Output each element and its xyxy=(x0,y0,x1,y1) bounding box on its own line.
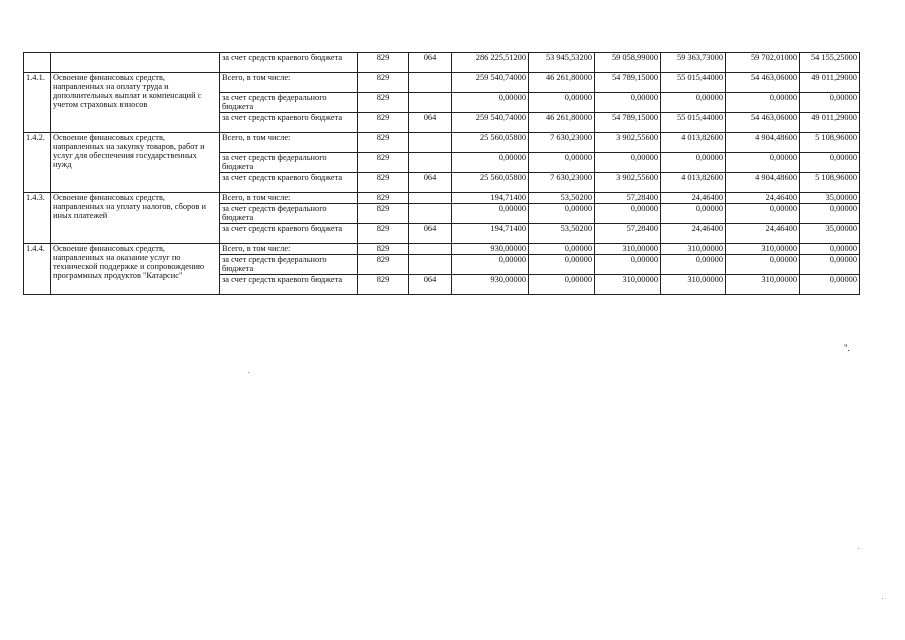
amount-cell: 7 630,23000 xyxy=(529,133,595,153)
amount-cell: 5 108,96000 xyxy=(800,133,860,153)
funding-source-cell: за счет средств федерального бюджета xyxy=(220,153,358,173)
amount-cell: 54 789,15000 xyxy=(595,73,661,93)
budget-code-cell: 064 xyxy=(409,53,452,73)
funding-source-cell: за счет средств федерального бюджета xyxy=(220,255,358,275)
amount-cell: 5 108,96000 xyxy=(800,173,860,193)
budget-code-cell: 064 xyxy=(409,224,452,244)
funding-source-cell: Всего, в том числе: xyxy=(220,73,358,93)
amount-cell: 46 261,80000 xyxy=(529,113,595,133)
amount-cell: 930,00000 xyxy=(452,244,529,255)
section-description-cell: Освоение финансовых средств, направленных на закупку товаров, работ и услуг для обеспечения государственных нужд xyxy=(51,133,220,193)
funding-source-cell: за счет средств краевого бюджета xyxy=(220,173,358,193)
closing-quote-mark: ". xyxy=(844,343,850,353)
budget-code-cell: 064 xyxy=(409,173,452,193)
amount-cell: 0,00000 xyxy=(452,204,529,224)
amount-cell: 53 945,53200 xyxy=(529,53,595,73)
amount-cell: 4 904,48600 xyxy=(726,133,800,153)
amount-cell: 310,00000 xyxy=(595,275,661,295)
amount-cell: 0,00000 xyxy=(595,204,661,224)
budget-code-cell xyxy=(409,193,452,204)
funding-source-cell: за счет средств краевого бюджета xyxy=(220,275,358,295)
section-description-cell: Освоение финансовых средств, направленных на уплату налогов, сборов и иных платежей xyxy=(51,193,220,244)
funding-source-cell: Всего, в том числе: xyxy=(220,193,358,204)
funding-source-cell: Всего, в том числе: xyxy=(220,133,358,153)
description-cell xyxy=(51,53,220,73)
amount-cell: 4 904,48600 xyxy=(726,173,800,193)
amount-cell: 0,00000 xyxy=(661,255,726,275)
amount-cell: 35,00000 xyxy=(800,224,860,244)
grbs-code-cell: 829 xyxy=(358,73,409,93)
amount-cell: 4 013,82600 xyxy=(661,173,726,193)
amount-cell: 35,00000 xyxy=(800,193,860,204)
budget-code-cell xyxy=(409,133,452,153)
amount-cell: 310,00000 xyxy=(595,244,661,255)
amount-cell: 310,00000 xyxy=(726,244,800,255)
section-index-cell: 1.4.4. xyxy=(24,244,51,295)
amount-cell: 0,00000 xyxy=(452,153,529,173)
grbs-code-cell: 829 xyxy=(358,244,409,255)
amount-cell: 55 015,44000 xyxy=(661,73,726,93)
amount-cell: 54 789,15000 xyxy=(595,113,661,133)
amount-cell: 49 011,29000 xyxy=(800,73,860,93)
table-row xyxy=(24,73,860,93)
amount-cell: 0,00000 xyxy=(661,93,726,113)
amount-cell: 0,00000 xyxy=(595,93,661,113)
amount-cell: 24,46400 xyxy=(726,193,800,204)
amount-cell: 194,71400 xyxy=(452,193,529,204)
amount-cell: 3 902,55600 xyxy=(595,133,661,153)
budget-code-cell: 064 xyxy=(409,275,452,295)
grbs-code-cell: 829 xyxy=(358,224,409,244)
amount-cell: 0,00000 xyxy=(452,255,529,275)
grbs-code-cell: 829 xyxy=(358,133,409,153)
grbs-code-cell: 829 xyxy=(358,255,409,275)
budget-code-cell xyxy=(409,244,452,255)
amount-cell: 0,00000 xyxy=(529,153,595,173)
amount-cell: 259 540,74000 xyxy=(452,113,529,133)
budget-code-cell xyxy=(409,73,452,93)
amount-cell: 0,00000 xyxy=(529,93,595,113)
amount-cell: 0,00000 xyxy=(529,244,595,255)
amount-cell: 24,46400 xyxy=(726,224,800,244)
amount-cell: 0,00000 xyxy=(661,204,726,224)
funding-source-cell: за счет средств краевого бюджета xyxy=(220,224,358,244)
amount-cell: 0,00000 xyxy=(452,93,529,113)
grbs-code-cell: 829 xyxy=(358,153,409,173)
amount-cell: 310,00000 xyxy=(661,275,726,295)
budget-code-cell xyxy=(409,153,452,173)
scan-speck xyxy=(882,598,883,599)
amount-cell: 0,00000 xyxy=(800,204,860,224)
budget-code-cell xyxy=(409,93,452,113)
amount-cell: 930,00000 xyxy=(452,275,529,295)
scan-speck xyxy=(858,548,859,549)
amount-cell: 286 225,51200 xyxy=(452,53,529,73)
amount-cell: 53,50200 xyxy=(529,193,595,204)
index-cell xyxy=(24,53,51,73)
amount-cell: 0,00000 xyxy=(800,93,860,113)
amount-cell: 59 702,01000 xyxy=(726,53,800,73)
funding-source-cell: за счет средств федерального бюджета xyxy=(220,93,358,113)
amount-cell: 0,00000 xyxy=(529,204,595,224)
amount-cell: 0,00000 xyxy=(726,255,800,275)
amount-cell: 194,71400 xyxy=(452,224,529,244)
budget-code-cell: 064 xyxy=(409,113,452,133)
amount-cell: 0,00000 xyxy=(800,275,860,295)
amount-cell: 0,00000 xyxy=(529,275,595,295)
amount-cell: 25 560,05800 xyxy=(452,133,529,153)
budget-table xyxy=(23,52,860,295)
scan-speck xyxy=(248,372,249,373)
amount-cell: 49 011,29000 xyxy=(800,113,860,133)
table-row xyxy=(24,133,860,153)
amount-cell: 0,00000 xyxy=(800,153,860,173)
amount-cell: 57,28400 xyxy=(595,224,661,244)
funding-source-cell: за счет средств краевого бюджета xyxy=(220,53,358,73)
amount-cell: 310,00000 xyxy=(661,244,726,255)
amount-cell: 0,00000 xyxy=(800,244,860,255)
amount-cell: 57,28400 xyxy=(595,193,661,204)
amount-cell: 24,46400 xyxy=(661,193,726,204)
budget-code-cell xyxy=(409,255,452,275)
amount-cell: 259 540,74000 xyxy=(452,73,529,93)
amount-cell: 25 560,05800 xyxy=(452,173,529,193)
amount-cell: 0,00000 xyxy=(529,255,595,275)
amount-cell: 59 363,73000 xyxy=(661,53,726,73)
grbs-code-cell: 829 xyxy=(358,193,409,204)
amount-cell: 4 013,82600 xyxy=(661,133,726,153)
funding-source-cell: Всего, в том числе: xyxy=(220,244,358,255)
amount-cell: 7 630,23000 xyxy=(529,173,595,193)
amount-cell: 54 155,25000 xyxy=(800,53,860,73)
amount-cell: 46 261,80000 xyxy=(529,73,595,93)
section-description-cell: Освоение финансовых средств, направленных на оказание услуг по технической поддержке и сопровождению программных продуктов "Катарсис" xyxy=(51,244,220,295)
amount-cell: 0,00000 xyxy=(661,153,726,173)
grbs-code-cell: 829 xyxy=(358,173,409,193)
amount-cell: 0,00000 xyxy=(726,204,800,224)
amount-cell: 0,00000 xyxy=(800,255,860,275)
section-description-cell: Освоение финансовых средств, направленных на оплату труда и дополнительных выплат и компенсаций с учетом страховых взносов xyxy=(51,73,220,133)
table-row xyxy=(24,244,860,255)
amount-cell: 0,00000 xyxy=(726,93,800,113)
amount-cell: 24,46400 xyxy=(661,224,726,244)
budget-code-cell xyxy=(409,204,452,224)
table-row xyxy=(24,53,860,73)
funding-source-cell: за счет средств краевого бюджета xyxy=(220,113,358,133)
amount-cell: 310,00000 xyxy=(726,275,800,295)
funding-source-cell: за счет средств федерального бюджета xyxy=(220,204,358,224)
amount-cell: 0,00000 xyxy=(595,255,661,275)
grbs-code-cell: 829 xyxy=(358,53,409,73)
amount-cell: 55 015,44000 xyxy=(661,113,726,133)
amount-cell: 54 463,06000 xyxy=(726,113,800,133)
amount-cell: 0,00000 xyxy=(595,153,661,173)
table-row xyxy=(24,193,860,204)
grbs-code-cell: 829 xyxy=(358,204,409,224)
section-index-cell: 1.4.1. xyxy=(24,73,51,133)
amount-cell: 0,00000 xyxy=(726,153,800,173)
amount-cell: 53,50200 xyxy=(529,224,595,244)
grbs-code-cell: 829 xyxy=(358,275,409,295)
amount-cell: 54 463,06000 xyxy=(726,73,800,93)
section-index-cell: 1.4.3. xyxy=(24,193,51,244)
amount-cell: 59 058,99000 xyxy=(595,53,661,73)
amount-cell: 3 902,55600 xyxy=(595,173,661,193)
section-index-cell: 1.4.2. xyxy=(24,133,51,193)
grbs-code-cell: 829 xyxy=(358,113,409,133)
grbs-code-cell: 829 xyxy=(358,93,409,113)
